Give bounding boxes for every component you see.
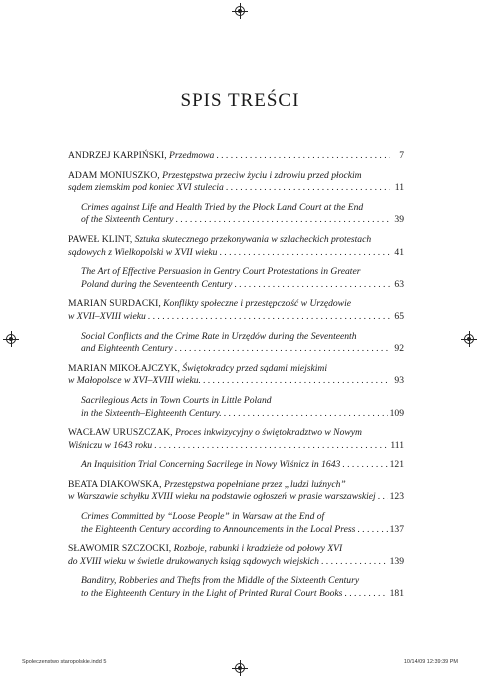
toc-line	[68, 491, 404, 504]
toc-author: ANDRZEJ KARPIŃSKI,	[68, 150, 167, 161]
footer-timestamp: 10/14/09 12:39:39 PM	[403, 659, 458, 665]
toc-title-cont: w Małopolsce w XVI–XVIII wieku.	[68, 375, 201, 387]
page-title: SPIS TREŚCI	[180, 90, 300, 111]
toc-page-number: 109	[389, 407, 404, 419]
toc-line	[81, 524, 404, 537]
toc-title: Konflikty społeczne i przestępczość w Urzędowie	[163, 298, 352, 310]
toc-line	[81, 279, 404, 292]
toc-text	[81, 459, 340, 472]
toc-author: SŁAWOMIR SZCZOCKI,	[68, 543, 172, 555]
toc-title: Przedmowa	[169, 150, 215, 161]
toc-line	[81, 266, 404, 279]
toc-entry	[68, 427, 404, 452]
toc-text	[68, 375, 201, 388]
toc-author: WACŁAW URUSZCZAK,	[68, 427, 173, 439]
toc-text	[81, 575, 359, 588]
toc-line	[81, 575, 404, 588]
toc-title-cont: Poland during the Seventeenth Century	[81, 278, 233, 290]
toc-line	[81, 202, 404, 215]
toc-text	[68, 440, 152, 453]
toc-author: PAWEŁ KLINT,	[68, 233, 133, 245]
toc-text	[81, 214, 173, 227]
toc-page-number: 7	[399, 150, 404, 161]
toc-title-cont: do XVIII wieku w świetle drukowanych ksiąg sądowych wiejskich	[68, 555, 319, 567]
toc-leader-dots	[175, 343, 390, 356]
toc-line	[81, 459, 404, 472]
toc-title-cont: in the Sixteenth–Eighteenth Century.	[81, 407, 222, 419]
toc-text	[68, 150, 214, 163]
toc-page-number: 63	[394, 278, 404, 290]
toc-page-number: 92	[394, 343, 404, 355]
toc-entry	[68, 202, 404, 227]
table-of-contents	[68, 150, 404, 608]
toc-page-number: 11	[394, 182, 404, 194]
toc-text	[68, 298, 351, 311]
toc-text	[68, 363, 327, 376]
registration-mark-right	[464, 334, 474, 344]
toc-title: Crimes Committed by “Loose People” in Warsaw at the End of	[81, 511, 325, 523]
toc-title-cont: the Eighteenth Century according to Announcements in the Local Press	[81, 523, 356, 535]
toc-text	[68, 311, 146, 324]
toc-entry	[68, 331, 404, 356]
toc-line	[68, 543, 404, 556]
toc-title-cont: w XVII–XVIII wieku	[68, 310, 146, 322]
toc-leader-dots	[357, 524, 387, 537]
registration-mark-top	[235, 6, 245, 16]
toc-title-cont: sądowych z Wielkopolski w XVII wieku	[68, 246, 218, 258]
toc-line	[68, 375, 404, 388]
toc-page-number: 111	[390, 439, 404, 451]
toc-title: Banditry, Robberies and Thefts from the Middle of the Sixteenth Century	[81, 575, 360, 587]
toc-leader-dots	[321, 556, 388, 569]
toc-leader-dots	[216, 150, 390, 163]
toc-title-cont: w Warszawie schyłku XVIII wieku na podstawie ogłoszeń w prasie warszawskiej	[68, 491, 376, 503]
toc-leader-dots	[175, 214, 390, 227]
toc-text	[68, 479, 346, 492]
toc-text	[68, 491, 376, 504]
toc-text	[81, 343, 173, 356]
toc-leader-dots	[154, 440, 388, 453]
toc-leader-dots	[203, 375, 390, 388]
toc-line	[68, 479, 404, 492]
toc-title: An Inquisition Trial Concerning Sacrilege in Nowy Wiśnicz in 1643	[81, 459, 341, 471]
toc-page-number: 39	[394, 214, 404, 226]
registration-mark-left	[6, 334, 16, 344]
toc-text	[68, 234, 371, 247]
toc-text	[81, 524, 355, 537]
toc-entry	[68, 234, 404, 259]
toc-page-number: 181	[389, 588, 404, 600]
toc-entry	[68, 459, 404, 472]
toc-line	[68, 556, 404, 569]
toc-title: Świętokradcy przed sądami miejskimi	[182, 362, 328, 374]
toc-title: Rozboje, rabunki i kradzieże od połowy XVI	[173, 543, 343, 555]
toc-line	[68, 170, 404, 183]
toc-leader-dots	[234, 279, 390, 292]
toc-title: Social Conflicts and the Crime Rate in Urzędów during the Seventeenth	[81, 330, 357, 342]
toc-author: MARIAN MIKOŁAJCZYK,	[68, 362, 180, 374]
toc-title: The Art of Effective Persuasion in Gentry Court Protestations in Greater	[81, 266, 361, 278]
toc-page-number: 123	[389, 491, 404, 503]
toc-title-cont: Wiśniczu w 1643 roku	[68, 439, 153, 451]
toc-entry	[68, 543, 404, 568]
toc-line	[81, 511, 404, 524]
toc-text	[81, 588, 342, 601]
toc-line	[81, 214, 404, 227]
toc-page-number: 137	[389, 523, 404, 535]
toc-line	[68, 427, 404, 440]
toc-text	[68, 182, 224, 195]
toc-title: Sacrilegious Acts in Town Courts in Little Poland	[81, 394, 272, 406]
toc-page-number: 121	[389, 459, 404, 471]
toc-text	[81, 331, 357, 344]
toc-line	[81, 588, 404, 601]
toc-line	[68, 440, 404, 453]
toc-line	[68, 363, 404, 376]
toc-title-cont: and Eighteenth Century	[81, 343, 173, 355]
toc-entry	[68, 395, 404, 420]
toc-title: Sztuka skutecznego przekonywania w szlacheckich protestach	[134, 233, 372, 245]
toc-leader-dots	[344, 588, 387, 601]
toc-line	[68, 247, 404, 260]
toc-author: BEATA DIAKOWSKA,	[68, 478, 162, 490]
toc-entry	[68, 170, 404, 195]
toc-line	[68, 234, 404, 247]
toc-text	[68, 170, 362, 183]
toc-text	[81, 408, 222, 421]
toc-title-cont: sądem ziemskim pod koniec XVI stulecia	[68, 182, 224, 194]
toc-line	[68, 182, 404, 195]
toc-author: ADAM MONIUSZKO,	[68, 169, 160, 181]
toc-leader-dots	[378, 491, 388, 504]
toc-line	[81, 395, 404, 408]
footer-filename: Spoleczenstwo staropolskie.indd 5	[22, 659, 107, 665]
toc-page-number: 65	[394, 310, 404, 322]
registration-mark-bottom	[235, 663, 245, 673]
toc-text	[81, 266, 360, 279]
toc-line	[81, 343, 404, 356]
toc-entry	[68, 575, 404, 600]
toc-line	[81, 408, 404, 421]
toc-leader-dots	[226, 182, 390, 195]
toc-title: Proces inkwizycyjny o świętokradztwo w Nowym	[175, 427, 362, 439]
toc-page-number: 139	[389, 555, 404, 567]
toc-leader-dots	[148, 311, 390, 324]
toc-text	[81, 511, 324, 524]
toc-line	[68, 298, 404, 311]
toc-line	[81, 331, 404, 344]
toc-text	[81, 279, 232, 292]
toc-leader-dots	[219, 247, 390, 260]
toc-title: Przestępstwa przeciw życiu i zdrowiu przed płockim	[162, 169, 362, 181]
toc-page-number: 93	[394, 375, 404, 387]
toc-text	[81, 202, 363, 215]
toc-text	[68, 427, 362, 440]
toc-title: Przestępstwa popełniane przez „ludzi luźnych”	[163, 478, 346, 490]
toc-text	[81, 395, 272, 408]
toc-title-cont: to the Eighteenth Century in the Light of Printed Rural Court Books	[81, 588, 343, 600]
toc-leader-dots	[342, 459, 387, 472]
toc-entry	[68, 298, 404, 323]
toc-entry	[68, 266, 404, 291]
toc-text	[68, 543, 342, 556]
toc-page-number: 41	[394, 246, 404, 258]
toc-line	[68, 311, 404, 324]
toc-line	[68, 150, 404, 163]
toc-entry	[68, 363, 404, 388]
toc-text	[68, 247, 217, 260]
toc-leader-dots	[224, 408, 388, 421]
toc-entry	[68, 479, 404, 504]
toc-entry	[68, 511, 404, 536]
toc-title: Crimes against Life and Health Tried by the Płock Land Court at the End	[81, 201, 364, 213]
toc-author: MARIAN SURDACKI,	[68, 298, 161, 310]
toc-entry	[68, 150, 404, 163]
toc-text	[68, 556, 319, 569]
toc-title-cont: of the Sixteenth Century	[81, 214, 174, 226]
